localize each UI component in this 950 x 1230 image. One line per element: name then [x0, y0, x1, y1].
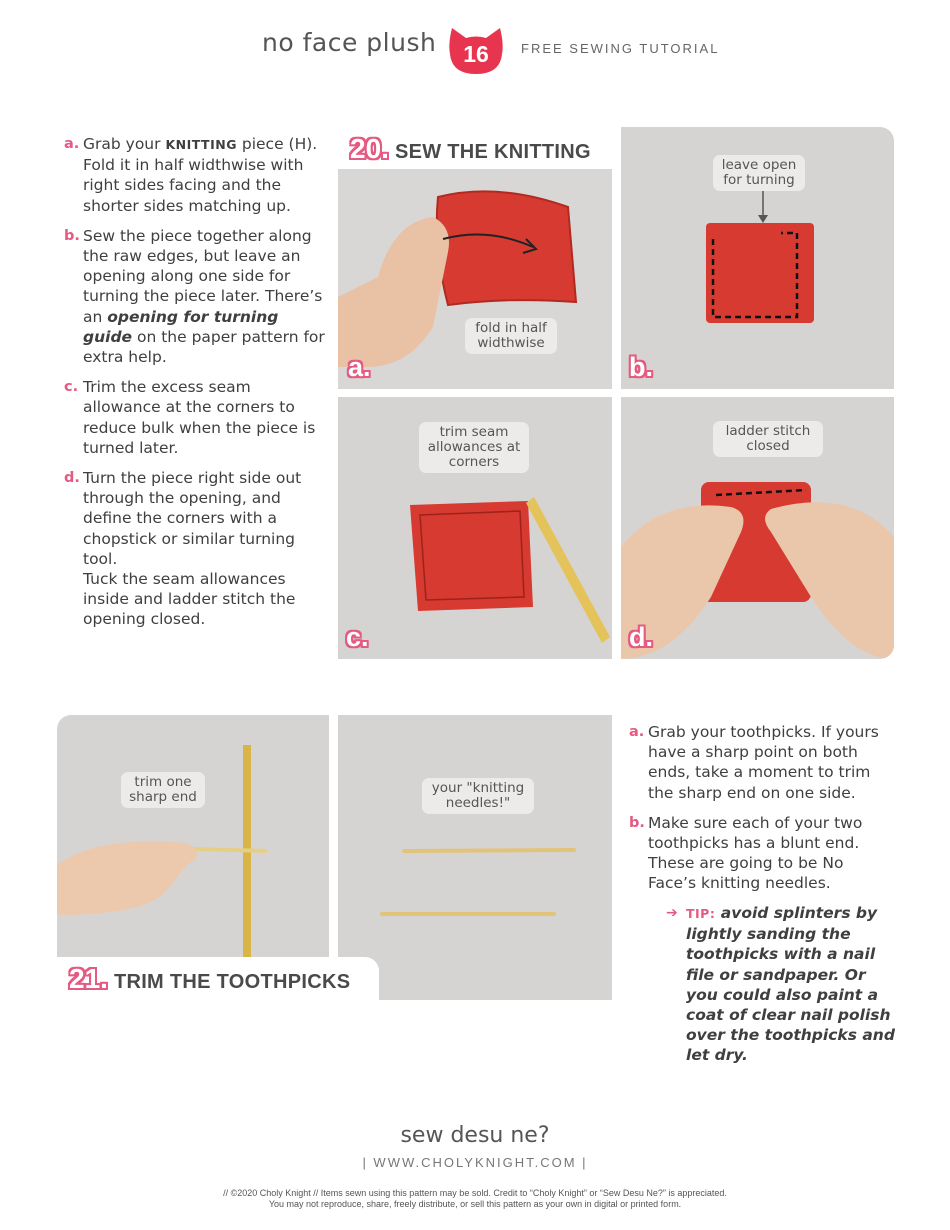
- step-20a: [64, 134, 326, 216]
- tip-text: avoid splinters by lightly sanding the toothpicks with a nail file or sandpaper. Or you could also paint a coat of clear nail polish over the toothpicks and let dry.: [686, 904, 895, 1065]
- step-text: Make sure each of your two toothpicks has a blunt end. These are going to be No Face’s knitting needles.: [648, 813, 863, 893]
- page-number: 16: [463, 41, 489, 67]
- photo-letter: c.: [346, 622, 369, 652]
- step-21b: [629, 813, 895, 894]
- section-title: SEW THE KNITTING: [394, 141, 591, 163]
- photo-label: your "knitting needles!": [422, 778, 534, 814]
- step-20b: [64, 226, 326, 367]
- step-20d: [64, 468, 326, 630]
- step-letter: a.: [64, 136, 80, 152]
- section-number: 21.: [69, 963, 108, 994]
- tip-box: [668, 903, 898, 1066]
- photo-label: fold in half widthwise: [465, 318, 557, 354]
- guide-reference: opening for turning guide: [83, 307, 279, 346]
- section-21-heading: [57, 957, 379, 1000]
- step-text: on the paper pattern for extra help.: [83, 327, 325, 367]
- photo-label: leave open for turning: [713, 155, 805, 191]
- tip-label: TIP:: [686, 906, 716, 921]
- step-letter: a.: [629, 724, 645, 740]
- two-toothpicks-illustration: [338, 715, 612, 1000]
- photo-letter: a.: [348, 352, 371, 382]
- photo-label: trim seam allowances at corners: [419, 422, 529, 473]
- photo-21b: [338, 715, 612, 1000]
- photo-20b: [621, 127, 894, 389]
- section-title: TRIM THE TOOTHPICKS: [113, 971, 351, 993]
- legal-line: You may not reproduce, share, freely distribute, or sell this pattern as your own in digital or printed form.: [268, 1199, 682, 1209]
- step-text: Turn the piece right side out through the opening, and define the corners with a chopstick or similar turning tool.: [83, 469, 302, 568]
- section-number: 20.: [350, 133, 389, 164]
- step-text: Grab your: [83, 135, 166, 153]
- step-21a: [629, 722, 895, 803]
- photo-letter: d.: [629, 622, 653, 652]
- footer-legal: [0, 1188, 950, 1210]
- step-letter: b.: [64, 227, 80, 244]
- step-text: piece (H). Fold it in half widthwise with right sides facing and the shorter sides matching up.: [83, 135, 318, 215]
- step-text: Tuck the seam allowances inside and ladder stitch the opening closed.: [83, 570, 296, 629]
- footer-url-link[interactable]: | WWW.CHOLYKNIGHT.COM |: [362, 1155, 588, 1170]
- step-letter: d.: [64, 470, 80, 487]
- section-20-heading: [338, 129, 612, 169]
- section-21-steps: [629, 722, 895, 904]
- photo-20d: [621, 397, 894, 659]
- header-subtitle: FREE SEWING TUTORIAL: [521, 41, 720, 56]
- pattern-title: no face plush: [262, 28, 437, 57]
- photo-label: trim one sharp end: [121, 772, 205, 808]
- footer-brand: sew desu ne?: [400, 1123, 550, 1148]
- arrow-right-icon: ➔: [666, 905, 678, 921]
- piece-name: KNITTING: [165, 137, 237, 152]
- step-letter: b.: [629, 814, 645, 831]
- step-20c: [64, 377, 326, 458]
- step-text: Sew the piece together along the raw edges, but leave an opening along one side for turning the piece later. There’s an: [83, 226, 323, 326]
- photo-letter: b.: [629, 352, 653, 382]
- legal-line: // ©2020 Choly Knight // Items sewn using this pattern may be sold. Credit to “Choly Knight” or “Sew Desu Ne?” is appreciated.: [223, 1188, 727, 1198]
- section-20-steps: [64, 134, 326, 640]
- step-letter: c.: [64, 379, 79, 396]
- cat-page-badge: [446, 24, 506, 76]
- photo-label: ladder stitch closed: [713, 421, 823, 457]
- step-text: Grab your toothpicks. If yours have a sharp point on both ends, take a moment to trim the sharp end on one side.: [648, 723, 879, 802]
- step-text: Trim the excess seam allowance at the corners to reduce bulk when the piece is turned later.: [83, 378, 316, 457]
- photo-20c: [338, 397, 612, 659]
